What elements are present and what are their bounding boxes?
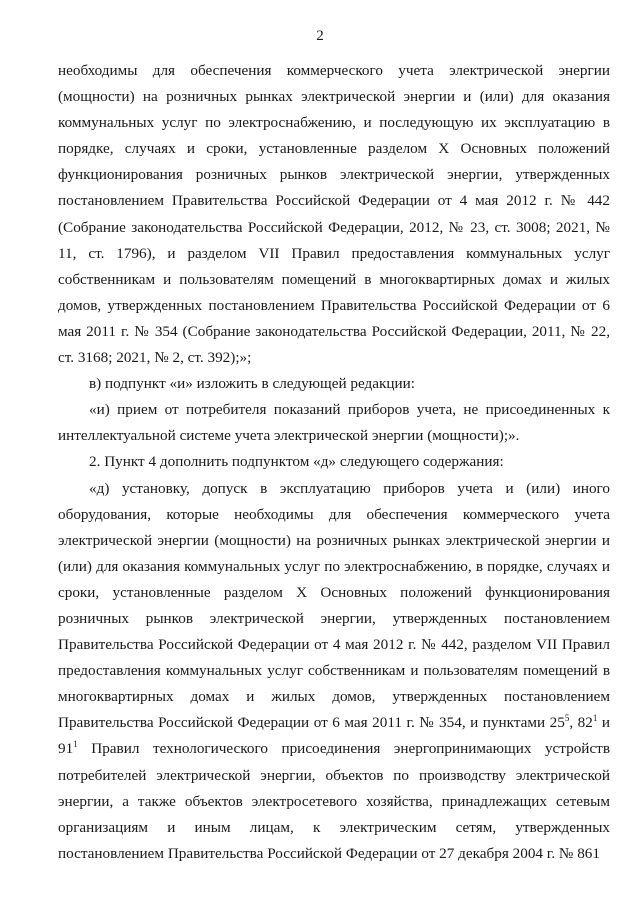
paragraph-continuation: необходимы для обеспечения коммерческого учета электрической энергии (мощности) на розничных рынках электрической энергии и (или) для оказания коммунальных услуг по электроснабжению, и последующую их эксплуатацию в порядке, случаях и сроки, установленные разделом X Основных положений функционирования розничных рынков электрической энергии, утвержденных постановлением Правительства Российской Федерации от 4 мая 2012 г. № 442 (Собрание законодательства Российской Федерации, 2012, № 23, ст. 3008; 2021, № 11, ст. 1796), и разделом VII Правил предоставления коммунальных услуг собственникам и пользователям помещений в многоквартирных домах и жилых домов, утвержденных постановлением Правительства Российской Федерации от 6 мая 2011 г. № 354 (Собрание законодательства Российской Федерации, 2011, № 22, ст. 3168; 2021, № 2, ст. 392);»; [58,62,610,367]
paragraph-quote-d [58,476,610,867]
superscript-91-1: 1 [73,739,78,750]
superscript-25-5: 5 [564,713,570,724]
page-number: 2 [316,28,324,44]
paragraph-quote-d-part4: Правил технологического присоединения энергопринимающих устройств потребителей электрической энергии, объектов по производству электрической энергии, а также объектов электросетевого хозяйства, принадлежащих сетевым организациям и иным лицам, к электрическим сетям, утвержденных постановлением Правительства Российской Федерации от 27 декабря 2004 г. № 861 [58,740,610,862]
paragraph-item-2: 2. Пункт 4 дополнить подпунктом «д» следующего содержания: [89,453,504,471]
document-body [58,58,610,867]
superscript-82-1: 1 [592,713,598,724]
paragraph-quote-d-part2: , 82 [569,714,593,732]
paragraph-subitem-v: в) подпункт «и» изложить в следующей редакции: [89,375,415,393]
paragraph-quote-d-part3: и 91 [58,714,610,758]
paragraph-quote-d-part1: «д) установку, допуск в эксплуатацию приборов учета и (или) иного оборудования, которые необходимы для обеспечения коммерческого учета электрической энергии (мощности) на розничных рынках электрической энергии и (или) для оказания коммунальных услуг по электроснабжению, в порядке, случаях и сроки, установленные разделом X Основных положений функционирования розничных рынков электрической энергии, утвержденных постановлением Правительства Российской Федерации от 4 мая 2012 г. № 442, разделом VII Правил предоставления коммунальных услуг собственникам и пользователям помещений в многоквартирных домах и жилых домов, утвержденных постановлением Правительства Российской Федерации от 6 мая 2011 г. № 354, и пунктами 25 [58,479,610,732]
paragraph-quote-i: «и) прием от потребителя показаний приборов учета, не присоединенных к интеллектуальной системе учета электрической энергии (мощности);». [58,401,610,445]
